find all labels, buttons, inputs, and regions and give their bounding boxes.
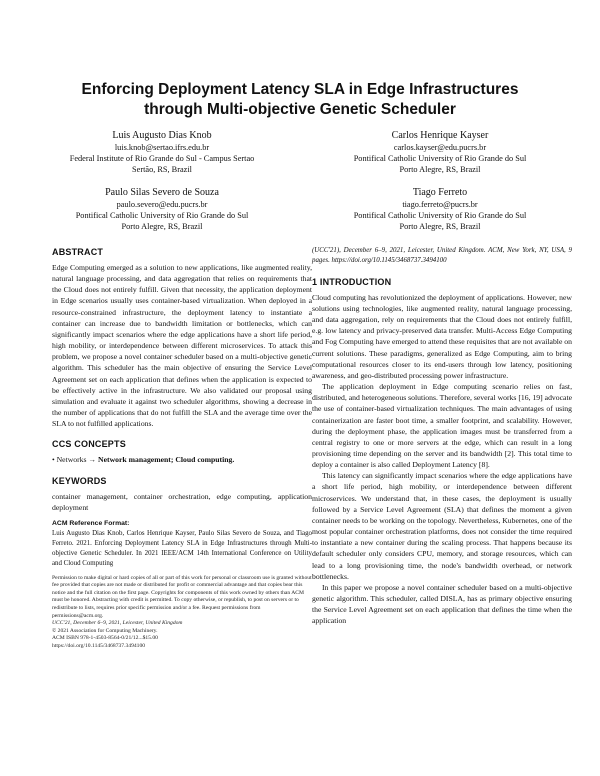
intro-paragraph-4: In this paper we propose a novel container scheduler based on a multi-objective genetic algorithm. This scheduler, called DISLA, has as primary objective ensuring the Service Level Agreement set on each application that defines the time when the application (312, 582, 572, 626)
permission-block (52, 575, 312, 651)
left-column (52, 246, 312, 651)
author-email: tiago.ferreto@pucrs.br (402, 200, 478, 209)
ccs-heading: CCS CONCEPTS (52, 439, 126, 450)
author-affiliation: Federal Institute of Rio Grande do Sul - Campus Sertao (69, 154, 255, 164)
intro-paragraph-1: Cloud computing has revolutionized the deployment of applications. However, new solutions using technologies, like augmented reality, natural language processing, and data aggregation, rely on requirements that the Cloud does not entirely fulfill, e.g. low latency and privacy-preserved data transfer. Multi-Access Edge Computing and Fog Computing have emerged to attend these requisites that are not available on current solutions. These paradigms, generalized as Edge Computing, aim to bring computational resources closer to its end-users through low latency, positioning awareness, and geo-distributed processing power infrastructure. (312, 292, 572, 380)
title-line-2: through Multi-objective Genetic Scheduler (144, 101, 456, 118)
acm-reference-continuation: (UCC'21), December 6–9, 2021, Leicester, United Kingdom. ACM, New York, NY, USA, 9 pages. https://doi.org/10.1145/3468737.3494100 (312, 247, 572, 264)
doi-line: https://doi.org/10.1145/3468737.3494100 (52, 642, 146, 649)
author-email: carlos.kayser@edu.pucrs.br (393, 143, 487, 152)
author-email: luis.knob@sertao.ifrs.edu.br (114, 143, 210, 152)
right-column (312, 246, 572, 627)
paper-title (40, 80, 560, 120)
acm-reference-text: Luis Augusto Dias Knob, Carlos Henrique Kayser, Paulo Silas Severo de Souza, and Tiago Ferreto. 2021. Enforcing Deployment Latency SLA in Edge Infrastructures through Multi-objective Genetic Scheduler. In 2021 IEEE/ACM 14th International Conference on Utility and Cloud Computing (52, 529, 312, 567)
ccs-suffix: ; Cloud computing. (170, 455, 235, 465)
author-location: Porto Alegre, RS, Brazil (399, 222, 481, 232)
author-block-2 (300, 129, 580, 176)
author-affiliation: Pontifical Catholic University of Rio Grande do Sul (353, 211, 527, 221)
keywords-heading: KEYWORDS (52, 475, 107, 486)
abstract-heading: ABSTRACT (52, 247, 104, 257)
author-name: Paulo Silas Severo de Souza (105, 187, 219, 198)
intro-paragraph-2: The application deployment in Edge computing scenario relies on fast, distributed, and heterogeneous solutions. Therefore, several works [16, 19] advocate the use of container-based virtualization techniques. The main advantages of using containerization are faster boot time, a smaller footprint, and scalability. However, during the deployment phase, the application images must be transferred from a central registry to one or more servers at the edge, which can result in a long provisioning time depending on the server and its bandwidth [2]. This total time to deploy a container is also called Deployment Latency [8]. (312, 382, 572, 470)
keywords-text: container management, container orchestration, edge computing, application deployment (52, 491, 312, 512)
ccs-bold: Network management (98, 455, 171, 465)
ccs-prefix: • Networks → (52, 455, 99, 465)
title-line-1: Enforcing Deployment Latency SLA in Edge Infrastructures (81, 81, 519, 98)
author-location: Sertão, RS, Brazil (132, 165, 192, 175)
ccs-text (52, 454, 312, 465)
acm-reference-heading: ACM Reference Format: (52, 519, 130, 527)
author-affiliation: Pontifical Catholic University of Rio Grande do Sul (75, 211, 249, 221)
author-name: Carlos Henrique Kayser (391, 130, 489, 141)
permission-text: Permission to make digital or hard copies of all or part of this work for personal or classroom use is granted without fee provided that copies are not made or distributed for profit or commercial advantage and that copies bear this notice and the full citation on the first page. Copyrights for components of this work owned by others than ACM must be honored. Abstracting with credit is permitted. To copy otherwise, or republish, to post on servers or to redistribute to lists, requires prior specific permission and/or a fee. Request permissions from permissions@acm.org. (52, 574, 312, 619)
author-name: Tiago Ferreto (412, 187, 468, 198)
author-block-4 (300, 186, 580, 233)
copyright-line: © 2021 Association for Computing Machinery. (52, 627, 158, 634)
intro-paragraph-3: This latency can significantly impact scenarios where the edge applications have a short life period, high mobility, or interdependence between different microservices. We understand that, in these cases, the deployment is usually followed by a Service Level Agreement (SLA) that defines the moment a given container needs to be working on the topology. Nevertheless, Kubernetes, one of the most popular container orchestration platforms, does not consider the time required to instantiate a new container during the scaling process. That happens because its default scheduler only considers CPU, memory, and storage resources, which can lead to a long provisioning time, the node's bandwidth overhead, or network bottlenecks. (312, 471, 572, 581)
author-block-1 (22, 129, 302, 176)
venue-line: UCC'21, December 6–9, 2021, Leicester, United Kingdom (52, 620, 183, 627)
introduction-heading: 1 INTRODUCTION (312, 276, 392, 287)
author-email: paulo.severo@edu.pucrs.br (116, 200, 208, 209)
author-location: Porto Alegre, RS, Brazil (121, 222, 203, 232)
author-affiliation: Pontifical Catholic University of Rio Grande do Sul (353, 154, 527, 164)
author-block-3 (22, 186, 302, 233)
isbn-line: ACM ISBN 978-1-4503-8564-0/21/12...$15.00 (52, 635, 158, 642)
abstract-text: Edge Computing emerged as a solution to new applications, like augmented reality, natural language processing, and data aggregation that relies on requirements that the Cloud does not entirely fulfill. Given that necessity, the application deployment in Edge scenarios usually uses container-based virtualization. When deployed in a resource-constrained infrastructure, the deployment latency to instantiate a container can increase due to bandwidth limitation or bottlenecks, which can significantly impact scenarios where the edge applications have a short life period, high mobility, or interdependence between different microservices. To attack this problem, we propose a novel container scheduler based on a multi-objective genetic algorithm. This scheduler has the main objective of ensuring the Service Level Agreement set on each application that defines when the application is expected to be effectively active in the infrastructure. We also validated our proposal using simulation and evaluate it against two scheduler algorithms, showing a decrease in the number of applications that do not fulfill the SLA and the average time over the SLA to not fulfilled applications. (52, 263, 312, 429)
author-location: Porto Alegre, RS, Brazil (399, 165, 481, 175)
author-name: Luis Augusto Dias Knob (112, 130, 212, 141)
